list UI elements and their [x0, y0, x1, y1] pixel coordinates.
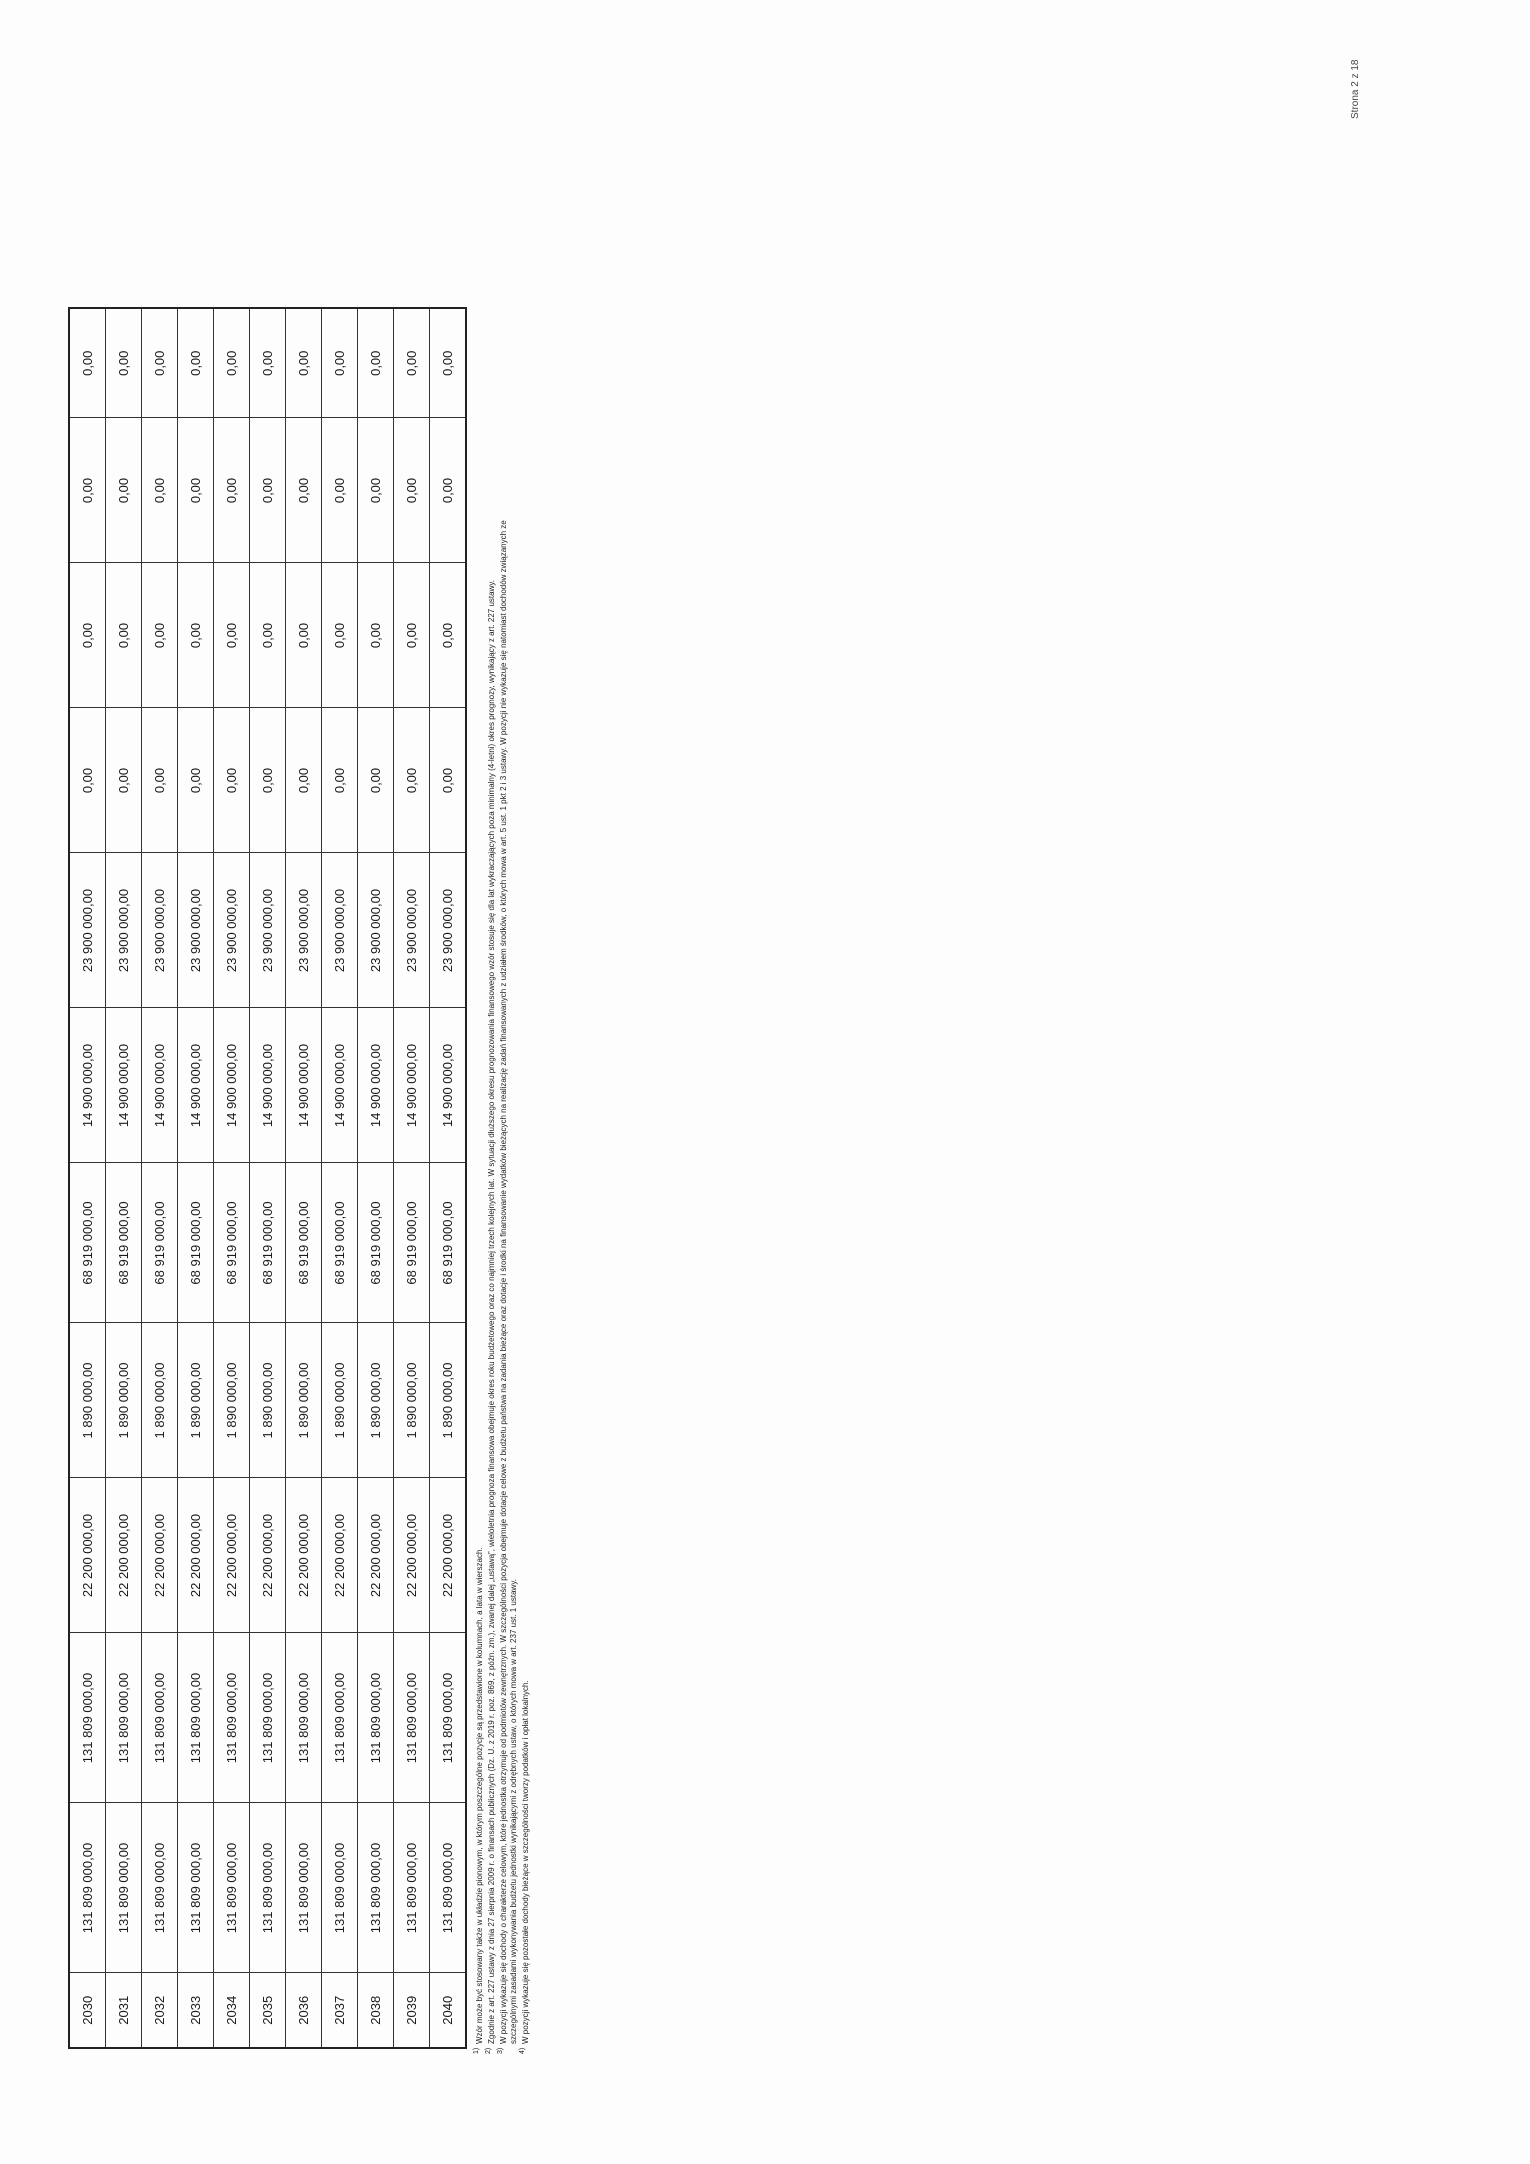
value-cell: 68 919 000,00 [358, 1163, 394, 1323]
value-cell: 0,00 [142, 418, 178, 563]
value-cell: 22 200 000,00 [69, 1478, 106, 1633]
value-cell: 1 890 000,00 [106, 1323, 142, 1478]
value-cell: 22 200 000,00 [142, 1478, 178, 1633]
value-cell: 22 200 000,00 [106, 1478, 142, 1633]
value-cell: 68 919 000,00 [106, 1163, 142, 1323]
value-cell: 1 890 000,00 [250, 1323, 286, 1478]
value-cell: 0,00 [286, 308, 322, 418]
value-cell: 0,00 [178, 418, 214, 563]
financial-forecast-table [68, 307, 467, 2049]
table-row [358, 308, 394, 2048]
value-cell: 0,00 [286, 563, 322, 708]
year-cell: 2036 [286, 1973, 322, 2048]
value-cell: 131 809 000,00 [322, 1803, 358, 1973]
value-cell: 131 809 000,00 [394, 1803, 430, 1973]
value-cell: 0,00 [322, 418, 358, 563]
footnote [487, 494, 497, 2054]
value-cell: 131 809 000,00 [106, 1803, 142, 1973]
value-cell: 1 890 000,00 [394, 1323, 430, 1478]
value-cell: 0,00 [106, 308, 142, 418]
value-cell: 131 809 000,00 [286, 1803, 322, 1973]
value-cell: 0,00 [142, 563, 178, 708]
value-cell: 0,00 [286, 708, 322, 853]
footnote [521, 494, 531, 2054]
value-cell: 131 809 000,00 [142, 1633, 178, 1803]
value-cell: 22 200 000,00 [430, 1478, 467, 1633]
table-row [214, 308, 250, 2048]
value-cell: 0,00 [394, 308, 430, 418]
value-cell: 1 890 000,00 [430, 1323, 467, 1478]
value-cell: 0,00 [69, 308, 106, 418]
footnote-text: Wzór może być stosowany także w układzie pionowym, w którym poszczególne pozycje są przedstawione w kolumnach, a lata w wierszach. [475, 1547, 484, 2044]
footnote-text: W pozycji wykazuje się pozostałe dochody bieżące w szczególności tworzy podatków i opłat lokalnych. [521, 1680, 530, 2044]
value-cell: 14 900 000,00 [358, 1008, 394, 1163]
value-cell: 131 809 000,00 [250, 1633, 286, 1803]
value-cell: 14 900 000,00 [430, 1008, 467, 1163]
value-cell: 0,00 [214, 308, 250, 418]
value-cell: 1 890 000,00 [142, 1323, 178, 1478]
value-cell: 14 900 000,00 [69, 1008, 106, 1163]
table-row [142, 308, 178, 2048]
value-cell: 22 200 000,00 [214, 1478, 250, 1633]
value-cell: 131 809 000,00 [69, 1803, 106, 1973]
value-cell: 68 919 000,00 [142, 1163, 178, 1323]
table-row [250, 308, 286, 2048]
value-cell: 22 200 000,00 [286, 1478, 322, 1633]
value-cell: 23 900 000,00 [358, 853, 394, 1008]
value-cell: 1 890 000,00 [322, 1323, 358, 1478]
year-cell: 2037 [322, 1973, 358, 2048]
value-cell: 1 890 000,00 [358, 1323, 394, 1478]
value-cell: 14 900 000,00 [178, 1008, 214, 1163]
value-cell: 23 900 000,00 [142, 853, 178, 1008]
value-cell: 131 809 000,00 [358, 1633, 394, 1803]
value-cell: 0,00 [106, 418, 142, 563]
value-cell: 14 900 000,00 [214, 1008, 250, 1163]
footnote [499, 494, 519, 2054]
value-cell: 131 809 000,00 [69, 1633, 106, 1803]
footnote-text: Zgodnie z art. 227 ustawy z dnia 27 sierpnia 2009 r. o finansach publicznych (Dz. U. z 2019 r. poz. 869, z późn. zm.), zwanej dalej „ustawą”, wieloletnia prognoza finansowa obejmuje okres roku budżetowego oraz co najmniej trzech kolejnych lat. W sytuacji dłuższego okresu prognozowania finansowego wzór stosuje się dla lat wykraczających poza minimalny (4-letni) okres prognozy, wynikający z art. 227 ustawy. [487, 580, 496, 2044]
value-cell: 0,00 [358, 418, 394, 563]
value-cell: 131 809 000,00 [322, 1633, 358, 1803]
value-cell: 131 809 000,00 [430, 1803, 467, 1973]
value-cell: 0,00 [214, 708, 250, 853]
table-row [178, 308, 214, 2048]
value-cell: 68 919 000,00 [430, 1163, 467, 1323]
value-cell: 22 200 000,00 [250, 1478, 286, 1633]
value-cell: 14 900 000,00 [394, 1008, 430, 1163]
value-cell: 131 809 000,00 [106, 1633, 142, 1803]
value-cell: 68 919 000,00 [322, 1163, 358, 1323]
year-cell: 2034 [214, 1973, 250, 2048]
footnote-mark: 4) [519, 2047, 526, 2054]
value-cell: 0,00 [250, 308, 286, 418]
table-row [286, 308, 322, 2048]
value-cell: 0,00 [394, 418, 430, 563]
value-cell: 1 890 000,00 [178, 1323, 214, 1478]
value-cell: 0,00 [214, 563, 250, 708]
value-cell: 131 809 000,00 [142, 1803, 178, 1973]
value-cell: 68 919 000,00 [394, 1163, 430, 1323]
value-cell: 0,00 [69, 708, 106, 853]
value-cell: 131 809 000,00 [286, 1633, 322, 1803]
footnote [475, 494, 485, 2054]
value-cell: 23 900 000,00 [69, 853, 106, 1008]
value-cell: 14 900 000,00 [106, 1008, 142, 1163]
footnote-mark: 2) [485, 2047, 492, 2054]
year-cell: 2032 [142, 1973, 178, 2048]
year-cell: 2035 [250, 1973, 286, 2048]
value-cell: 22 200 000,00 [178, 1478, 214, 1633]
value-cell: 0,00 [322, 563, 358, 708]
value-cell: 0,00 [286, 418, 322, 563]
value-cell: 0,00 [106, 708, 142, 853]
value-cell: 68 919 000,00 [178, 1163, 214, 1323]
value-cell: 1 890 000,00 [286, 1323, 322, 1478]
value-cell: 14 900 000,00 [286, 1008, 322, 1163]
value-cell: 68 919 000,00 [214, 1163, 250, 1323]
year-cell: 2033 [178, 1973, 214, 2048]
value-cell: 0,00 [430, 308, 467, 418]
page-number: Strona 2 z 18 [1350, 59, 1361, 119]
value-cell: 23 900 000,00 [394, 853, 430, 1008]
value-cell: 22 200 000,00 [358, 1478, 394, 1633]
value-cell: 22 200 000,00 [394, 1478, 430, 1633]
year-cell: 2040 [430, 1973, 467, 2048]
table-row [430, 308, 467, 2048]
value-cell: 131 809 000,00 [178, 1633, 214, 1803]
value-cell: 68 919 000,00 [250, 1163, 286, 1323]
footnote-mark: 1) [473, 2047, 480, 2054]
value-cell: 0,00 [394, 708, 430, 853]
value-cell: 0,00 [394, 563, 430, 708]
value-cell: 0,00 [430, 708, 467, 853]
value-cell: 23 900 000,00 [250, 853, 286, 1008]
value-cell: 131 809 000,00 [214, 1803, 250, 1973]
value-cell: 68 919 000,00 [69, 1163, 106, 1323]
year-cell: 2031 [106, 1973, 142, 2048]
year-cell: 2030 [69, 1973, 106, 2048]
value-cell: 22 200 000,00 [322, 1478, 358, 1633]
value-cell: 0,00 [250, 563, 286, 708]
value-cell: 131 809 000,00 [430, 1633, 467, 1803]
footnote-text: W pozycji wykazuje się dochody o charakterze celowym, które jednostka otrzymuje od podmiotów zewnętrznych. W szczególności pozycja obejmuje dotacje celowe z budżetu państwa na zadania bieżące oraz dotacje i środki na finansowanie wydatków bieżących na realizację zadań finansowanych z udziałem środków, o których mowa w art. 5 ust. 1 pkt 2 i 3 ustawy. W pozycji nie wykazuje się natomiast dochodów związanych ze szczególnymi zasadami wykonywania budżetu jednostki wynikającymi z odrębnych ustaw, o których mowa w art. 237 ust. 1 ustawy. [499, 520, 518, 2044]
value-cell: 23 900 000,00 [322, 853, 358, 1008]
footnote-mark: 3) [497, 2047, 504, 2054]
value-cell: 0,00 [69, 418, 106, 563]
value-cell: 0,00 [322, 708, 358, 853]
year-cell: 2038 [358, 1973, 394, 2048]
value-cell: 1 890 000,00 [69, 1323, 106, 1478]
value-cell: 0,00 [106, 563, 142, 708]
value-cell: 131 809 000,00 [178, 1803, 214, 1973]
value-cell: 1 890 000,00 [214, 1323, 250, 1478]
value-cell: 0,00 [178, 308, 214, 418]
value-cell: 68 919 000,00 [286, 1163, 322, 1323]
value-cell: 23 900 000,00 [106, 853, 142, 1008]
value-cell: 23 900 000,00 [286, 853, 322, 1008]
value-cell: 23 900 000,00 [430, 853, 467, 1008]
value-cell: 0,00 [358, 308, 394, 418]
table-body [69, 308, 466, 2048]
value-cell: 0,00 [214, 418, 250, 563]
value-cell: 0,00 [250, 418, 286, 563]
value-cell: 131 809 000,00 [250, 1803, 286, 1973]
table-row [106, 308, 142, 2048]
footnotes [475, 494, 533, 2054]
value-cell: 23 900 000,00 [178, 853, 214, 1008]
value-cell: 23 900 000,00 [214, 853, 250, 1008]
value-cell: 131 809 000,00 [394, 1633, 430, 1803]
value-cell: 131 809 000,00 [358, 1803, 394, 1973]
table-row [69, 308, 106, 2048]
value-cell: 0,00 [69, 563, 106, 708]
year-cell: 2039 [394, 1973, 430, 2048]
value-cell: 0,00 [430, 563, 467, 708]
value-cell: 0,00 [178, 708, 214, 853]
value-cell: 0,00 [358, 708, 394, 853]
value-cell: 14 900 000,00 [142, 1008, 178, 1163]
table-row [394, 308, 430, 2048]
table-row [322, 308, 358, 2048]
value-cell: 14 900 000,00 [322, 1008, 358, 1163]
value-cell: 0,00 [250, 708, 286, 853]
value-cell: 131 809 000,00 [214, 1633, 250, 1803]
value-cell: 0,00 [178, 563, 214, 708]
value-cell: 0,00 [142, 308, 178, 418]
value-cell: 0,00 [358, 563, 394, 708]
value-cell: 0,00 [142, 708, 178, 853]
value-cell: 0,00 [322, 308, 358, 418]
value-cell: 0,00 [430, 418, 467, 563]
value-cell: 14 900 000,00 [250, 1008, 286, 1163]
